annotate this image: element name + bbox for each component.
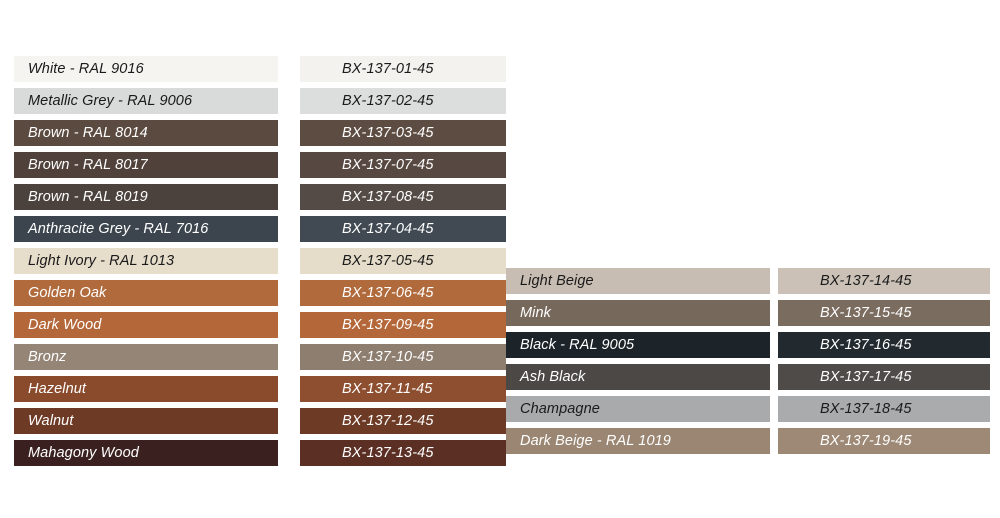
colour-swatch — [14, 312, 278, 338]
colour-code-label: BX-137-17-45 — [820, 369, 912, 385]
colour-code-swatch — [778, 268, 990, 294]
colour-swatch — [506, 428, 770, 454]
colour-swatch — [14, 248, 278, 274]
colour-name-label: Ash Black — [520, 369, 586, 385]
colour-code-swatch — [778, 396, 990, 422]
colour-name-label: Anthracite Grey - RAL 7016 — [28, 221, 209, 237]
colour-name-label: Mink — [520, 305, 552, 321]
colour-code-label: BX-137-13-45 — [342, 445, 434, 461]
colour-code-label: BX-137-09-45 — [342, 317, 434, 333]
colour-swatch — [14, 408, 278, 434]
colour-code-swatch — [778, 300, 990, 326]
colour-code-swatch — [300, 440, 506, 466]
colour-name-label: Champagne — [520, 401, 600, 417]
colour-name-label: Brown - RAL 8017 — [28, 157, 148, 173]
colour-code-swatch — [300, 120, 506, 146]
colour-swatch — [14, 184, 278, 210]
colour-code-swatch — [300, 56, 506, 82]
colour-code-label: BX-137-05-45 — [342, 253, 434, 269]
colour-name-label: Brown - RAL 8019 — [28, 189, 148, 205]
colour-swatch — [506, 364, 770, 390]
colour-swatch — [506, 300, 770, 326]
colour-swatch — [14, 280, 278, 306]
colour-code-label: BX-137-12-45 — [342, 413, 434, 429]
colour-code-swatch — [778, 428, 990, 454]
colour-code-swatch — [778, 332, 990, 358]
colour-swatch — [14, 88, 278, 114]
colour-name-label: Dark Wood — [28, 317, 102, 333]
colour-code-swatch — [300, 152, 506, 178]
colour-swatch — [506, 396, 770, 422]
colour-swatch — [506, 268, 770, 294]
colour-code-label: BX-137-16-45 — [820, 337, 912, 353]
colour-code-label: BX-137-15-45 — [820, 305, 912, 321]
colour-code-swatch — [300, 312, 506, 338]
colour-swatch — [14, 120, 278, 146]
colour-swatch — [14, 152, 278, 178]
colour-code-swatch — [300, 408, 506, 434]
colour-code-swatch — [300, 376, 506, 402]
colour-code-label: BX-137-08-45 — [342, 189, 434, 205]
colour-code-swatch — [300, 344, 506, 370]
colour-name-label: Light Beige — [520, 273, 594, 289]
colour-name-label: Metallic Grey - RAL 9006 — [28, 93, 193, 109]
colour-code-swatch — [300, 184, 506, 210]
colour-name-label: Black - RAL 9005 — [520, 337, 635, 353]
colour-code-label: BX-137-18-45 — [820, 401, 912, 417]
colour-swatch — [14, 440, 278, 466]
colour-code-swatch — [778, 364, 990, 390]
colour-name-label: Brown - RAL 8014 — [28, 125, 148, 141]
colour-code-label: BX-137-14-45 — [820, 273, 912, 289]
colour-code-label: BX-137-10-45 — [342, 349, 434, 365]
colour-swatch — [506, 332, 770, 358]
colour-name-label: Light Ivory - RAL 1013 — [28, 253, 175, 269]
colour-name-label: Dark Beige - RAL 1019 — [520, 433, 671, 449]
colour-code-label: BX-137-11-45 — [342, 381, 433, 397]
colour-code-swatch — [300, 216, 506, 242]
colour-code-label: BX-137-06-45 — [342, 285, 434, 301]
colour-code-label: BX-137-03-45 — [342, 125, 434, 141]
colour-swatch — [14, 56, 278, 82]
colour-swatch — [14, 376, 278, 402]
colour-code-label: BX-137-07-45 — [342, 157, 434, 173]
colour-name-label: White - RAL 9016 — [28, 61, 144, 77]
colour-name-label: Walnut — [28, 413, 74, 429]
colour-code-swatch — [300, 88, 506, 114]
colour-name-label: Bronz — [28, 349, 67, 365]
colour-name-label: Mahagony Wood — [28, 445, 139, 461]
colour-code-label: BX-137-02-45 — [342, 93, 434, 109]
colour-code-swatch — [300, 248, 506, 274]
colour-code-label: BX-137-01-45 — [342, 61, 434, 77]
colour-name-label: Hazelnut — [28, 381, 87, 397]
colour-swatch — [14, 344, 278, 370]
colour-name-label: Golden Oak — [28, 285, 107, 301]
colour-code-label: BX-137-04-45 — [342, 221, 434, 237]
colour-swatch — [14, 216, 278, 242]
colour-code-label: BX-137-19-45 — [820, 433, 912, 449]
colour-code-swatch — [300, 280, 506, 306]
